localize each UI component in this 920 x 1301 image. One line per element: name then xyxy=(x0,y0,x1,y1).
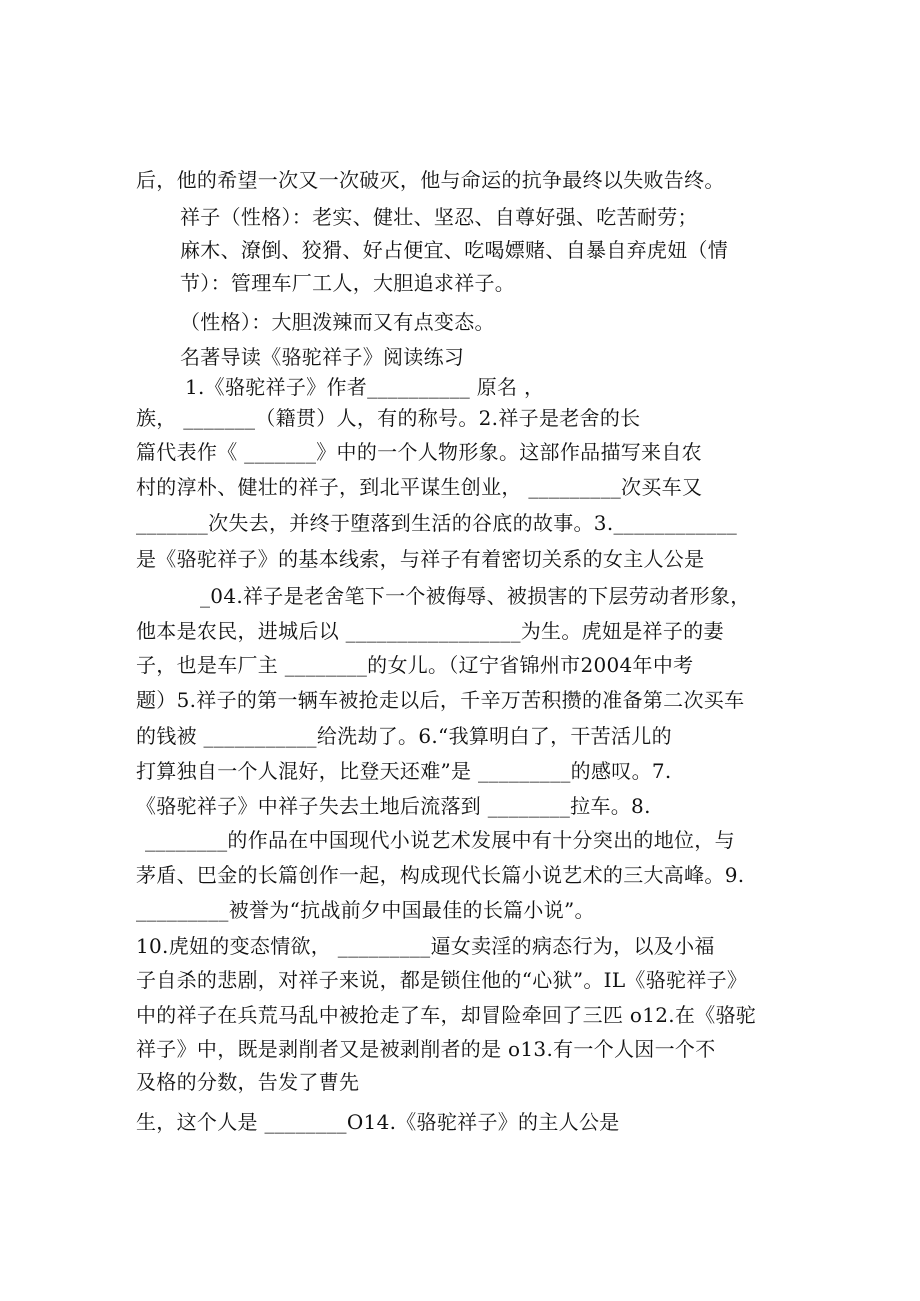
text-line: 子自杀的悲剧，对祥子来说，都是锁住他的“心狱”。IL《骆驼祥子》 xyxy=(136,968,748,992)
text-line: _______次失去，并终于堕落到生活的谷底的故事。3.____________ xyxy=(136,511,738,535)
text-line: _________被誉为“抗战前夕中国最佳的长篇小说”。 xyxy=(136,898,595,922)
text-line: _04.祥子是老舍笔下一个被侮辱、被损害的下层劳动者形象， xyxy=(200,584,751,608)
text-line: 及格的分数，告发了曹先 xyxy=(136,1070,360,1094)
text-line: （性格）：大胆泼辣而又有点变态。 xyxy=(180,310,495,334)
text-line: 打算独自一个人混好，比登天还难”是 _________的感叹。7. xyxy=(136,759,672,783)
text-line: 村的淳朴、健壮的祥子，到北平谋生创业， _________次买车又 xyxy=(136,475,703,499)
text-line: 子，也是车厂主 ________的女儿。（辽宁省锦州市2004年中考 xyxy=(136,653,694,677)
text-line: 生，这个人是 ________O14.《骆驼祥子》的主人公是 xyxy=(136,1110,620,1134)
text-line: 茅盾、巴金的长篇创作一起，构成现代长篇小说艺术的三大高峰。9. xyxy=(136,863,745,887)
text-line: 名著导读《骆驼祥子》阅读练习 xyxy=(180,345,465,369)
text-line: 是《骆驼祥子》的基本线索，与祥子有着密切关系的女主人公是 xyxy=(136,547,705,571)
text-line: 的钱被 ___________给洗劫了。6.“我算明白了，干苦活儿的 xyxy=(136,724,672,748)
text-line: 题）5.祥子的第一辆车被抢走以后，千辛万苦积攒的准备第二次买车 xyxy=(136,688,745,712)
text-line: 10.虎妞的变态情欲， _________逼女卖淫的病态行为，以及小福 xyxy=(136,934,715,958)
text-line: 节）：管理车厂工人，大胆追求祥子。 xyxy=(180,271,516,295)
text-line: 中的祥子在兵荒马乱中被抢走了车，却冒险牵回了三匹 o12.在《骆驼 xyxy=(136,1003,757,1027)
text-line: 1.《骆驼祥子》作者__________ 原名 ， xyxy=(185,375,545,399)
text-line: 篇代表作《 _______》中的一个人物形象。这部作品描写来自农 xyxy=(136,440,702,464)
text-line: 后，他的希望一次又一次破灭，他与命运的抗争最终以失败告终。 xyxy=(136,168,725,192)
text-line: ________的作品在中国现代小说艺术发展中有十分突出的地位，与 xyxy=(145,828,735,852)
text-line: 祥子》中，既是剥削者又是被剥削者的是 o13.有一个人因一个不 xyxy=(136,1037,716,1061)
text-line: 《骆驼祥子》中祥子失去土地后流落到 ________拉车。8. xyxy=(136,794,651,818)
text-line: 他本是农民，进城后以 _________________为生。虎妞是祥子的妻 xyxy=(136,619,724,643)
text-line: 祥子（性格）：老实、健壮、坚忍、自尊好强、吃苦耐劳； xyxy=(180,205,698,229)
text-line: 麻木、潦倒、狡猾、好占便宜、吃喝嫖赌、自暴自弃虎妞（情 xyxy=(180,238,729,262)
text-line: 族， _______（籍贯）人，有的称号。2.祥子是老舍的长 xyxy=(136,406,641,430)
